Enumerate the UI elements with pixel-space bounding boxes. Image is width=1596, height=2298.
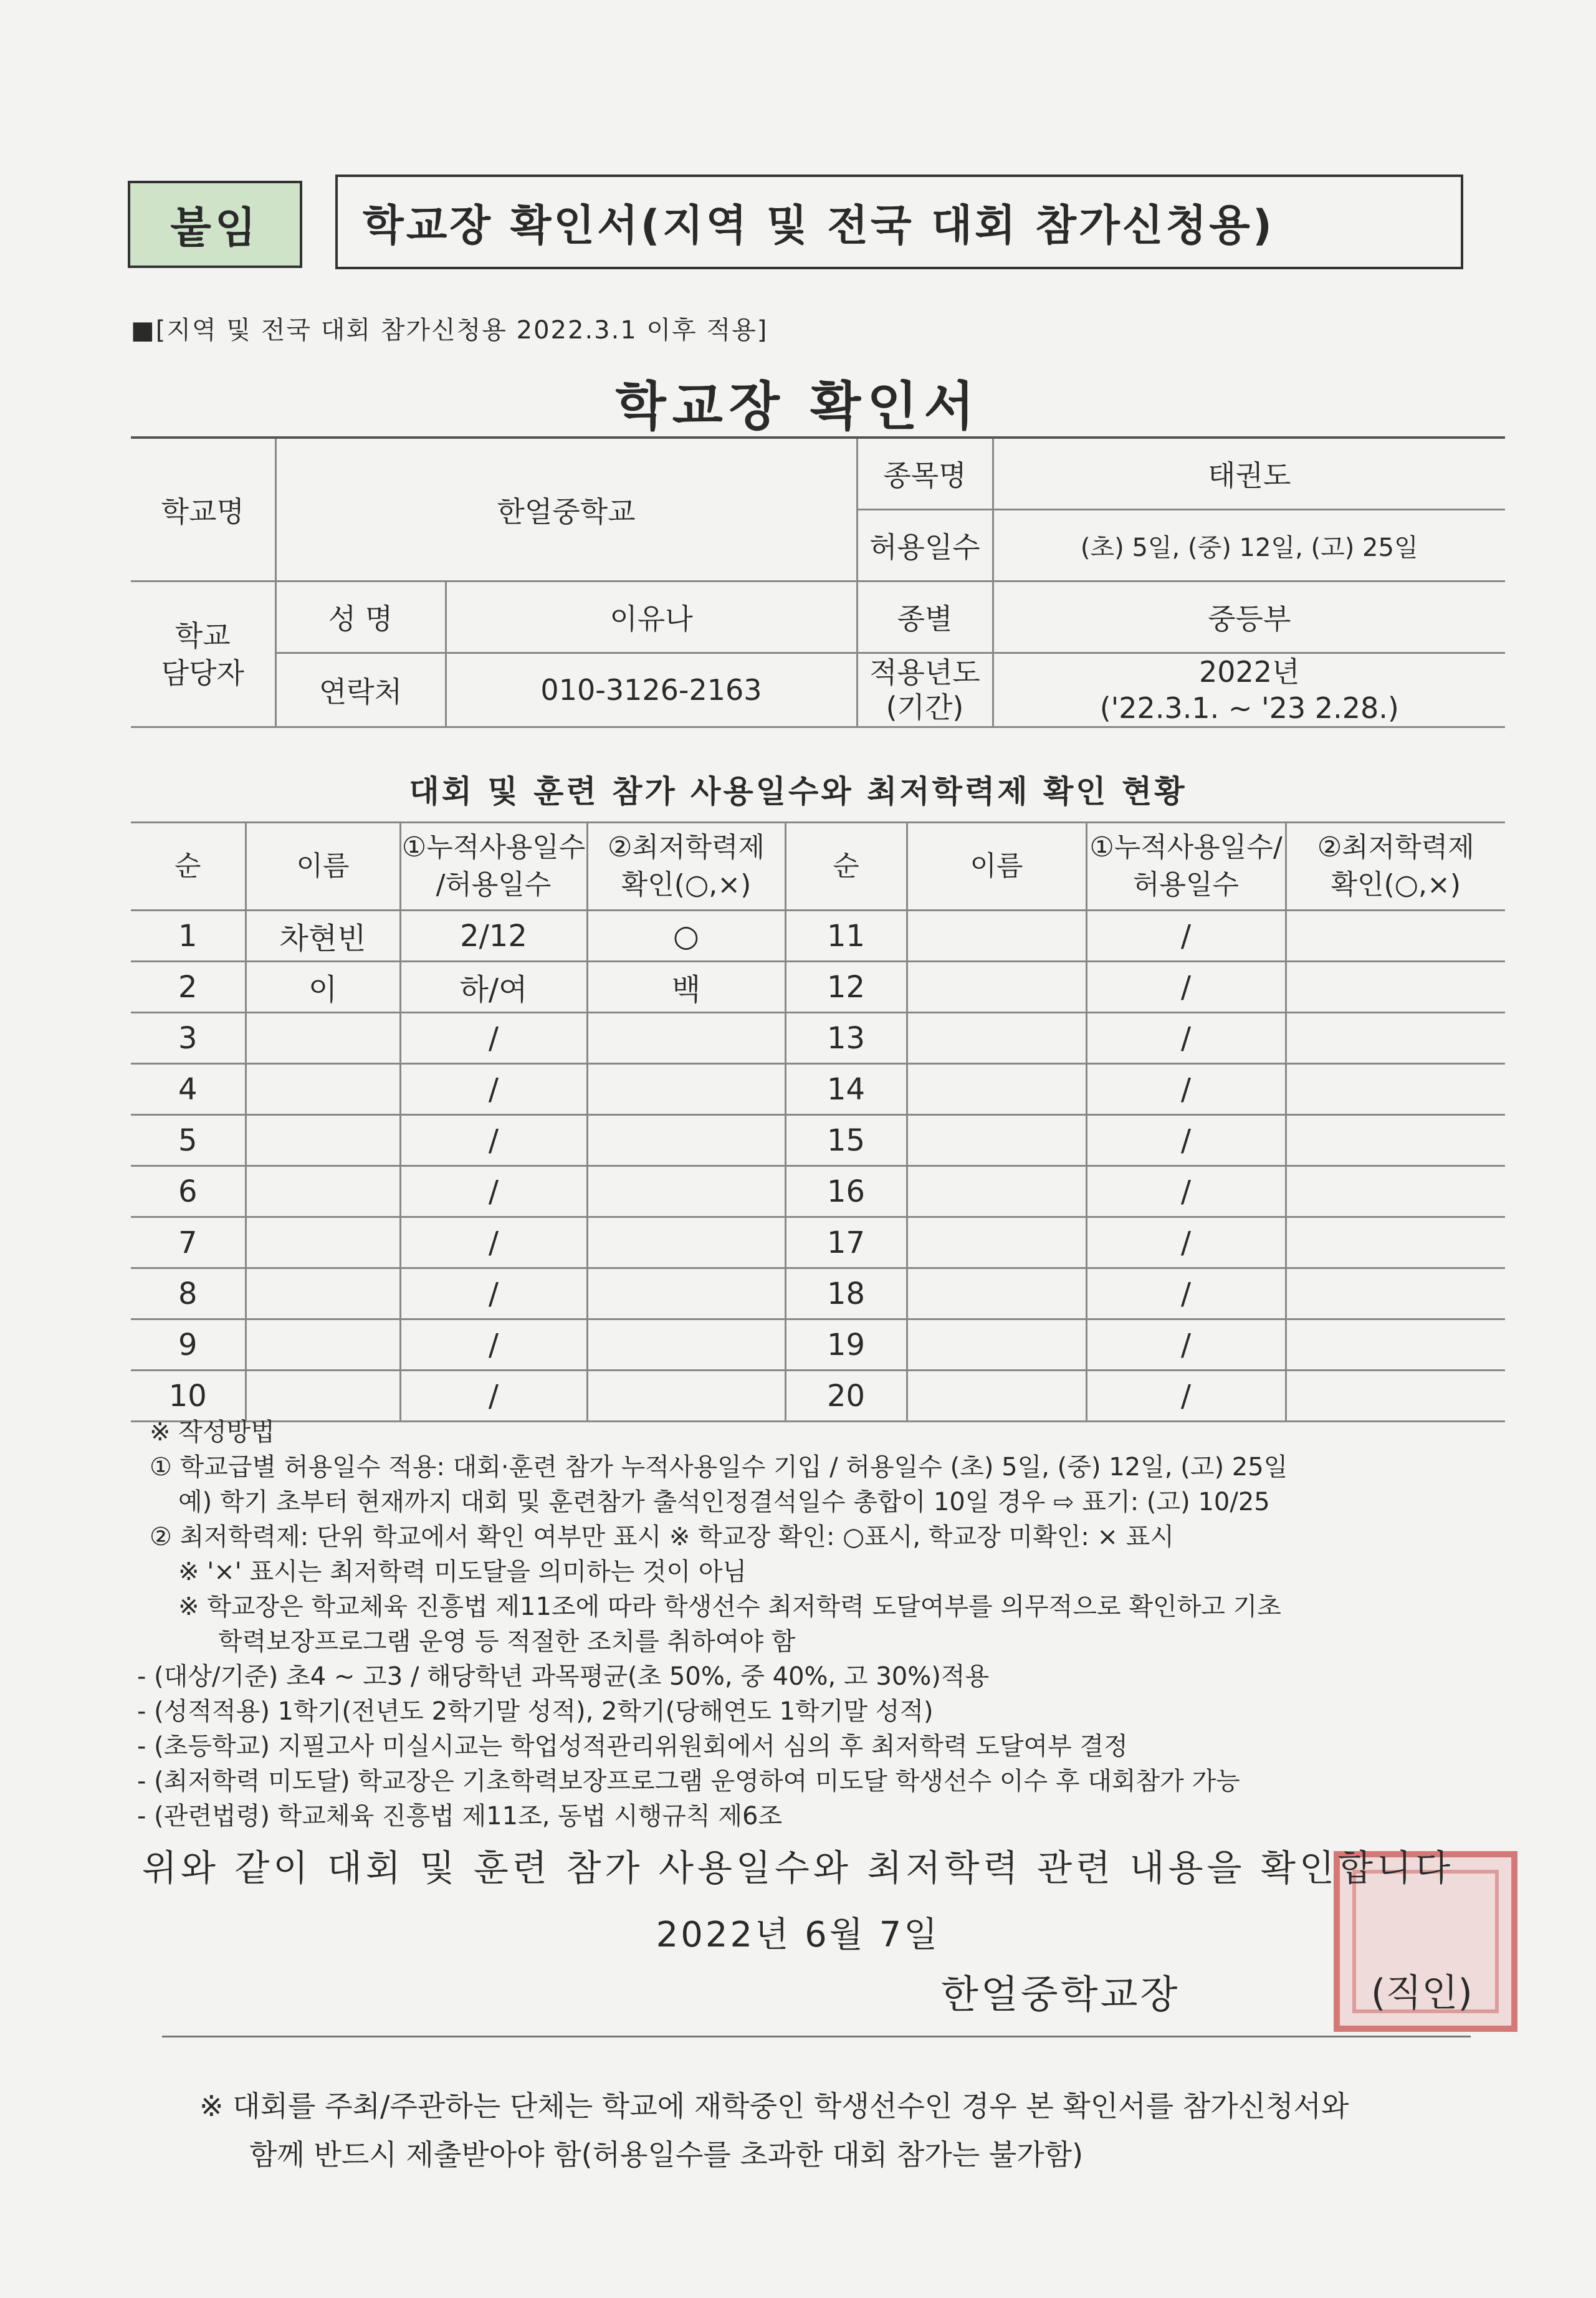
cell-check: [587, 1166, 785, 1217]
cell-name: 이: [246, 962, 400, 1013]
cell-no2: 19: [785, 1319, 907, 1371]
method-title: ※ 작성방법: [150, 1418, 275, 1447]
method-line: - (대상/기준) 초4 ~ 고3 / 해당학년 과목평균(초 50%, 중 40%, 고 30%)적용: [137, 1662, 990, 1691]
cell-check2: [1286, 1371, 1505, 1422]
cell-no: 10: [131, 1371, 246, 1422]
footer-line-1: ※ 대회를 주최/주관하는 단체는 학교에 재학중인 학생선수인 경우 본 확인서를 참가신청서와: [199, 2089, 1349, 2123]
table-row: [131, 1371, 1505, 1422]
cell-check: [587, 1115, 785, 1166]
method-line: - (최저학력 미도달) 학교장은 기초학력보장프로그램 운영하여 미도달 학생선수 이수 후 대회참가 가능: [137, 1767, 1240, 1796]
cell-no2: 15: [785, 1115, 907, 1166]
header-check-2: ②최저학력제 확인(○,×): [1286, 823, 1505, 911]
cell-check2: [1286, 1013, 1505, 1064]
cell-no2: 16: [785, 1166, 907, 1217]
division-value: 중등부: [993, 582, 1505, 653]
cell-days: /: [400, 1371, 587, 1422]
table-row: [131, 1115, 1505, 1166]
cell-name: 차현빈: [246, 911, 400, 962]
table-row: [131, 1217, 1505, 1268]
cell-name: [246, 1166, 400, 1217]
table-row: [131, 1166, 1505, 1217]
header-check: ②최저학력제 확인(○,×): [587, 823, 785, 911]
table-row: [131, 1013, 1505, 1064]
method-line: ② 최저학력제: 단위 학교에서 확인 여부만 표시 ※ 학교장 확인: ○표시, 학교장 미확인: × 표시: [150, 1523, 1175, 1551]
school-manager-label: 학교 담당자: [131, 582, 275, 727]
cell-check2: [1286, 1268, 1505, 1319]
cell-days: /: [400, 1217, 587, 1268]
cell-days: 하/여: [400, 962, 587, 1013]
contact-value: 010-3126-2163: [446, 653, 857, 727]
cell-name: [246, 1371, 400, 1422]
cell-days: /: [400, 1064, 587, 1115]
header-name: 이름: [246, 823, 400, 911]
applicability-note: ■[지역 및 전국 대회 참가신청용 2022.3.1 이후 적용]: [131, 316, 768, 345]
cell-name2: [907, 1217, 1086, 1268]
header-title-text: 학교장 확인서(지역 및 전국 대회 참가신청용): [363, 201, 1274, 251]
cell-check2: [1286, 1166, 1505, 1217]
cell-name2: [907, 1013, 1086, 1064]
attachment-tag-label: 붙임: [170, 203, 260, 253]
school-info-table: [131, 436, 1505, 728]
cell-name: [246, 1013, 400, 1064]
cell-name: [246, 1115, 400, 1166]
document-header-title: [335, 175, 1463, 269]
cell-check: [587, 1064, 785, 1115]
cell-days2: /: [1086, 1319, 1286, 1371]
cell-check: [587, 1319, 785, 1371]
confirmation-statement: 위와 같이 대회 및 훈련 참가 사용일수와 최저학력 관련 내용을 확인합니다: [141, 1847, 1455, 1889]
cell-days2: /: [1086, 1013, 1286, 1064]
cell-days2: /: [1086, 1115, 1286, 1166]
footer-line-2: 함께 반드시 제출받아야 함(허용일수를 초과한 대회 참가는 불가함): [249, 2138, 1084, 2171]
cell-name2: [907, 1319, 1086, 1371]
header-days: ①누적사용일수 /허용일수: [400, 823, 587, 911]
status-table-header: [131, 823, 1505, 911]
cell-name: [246, 1319, 400, 1371]
cell-check: [587, 1371, 785, 1422]
cell-name2: [907, 1166, 1086, 1217]
cell-check2: [1286, 1064, 1505, 1115]
cell-days: /: [400, 1013, 587, 1064]
cell-no2: 18: [785, 1268, 907, 1319]
cell-days: 2/12: [400, 911, 587, 962]
cell-no2: 20: [785, 1371, 907, 1422]
allowed-days-label: 허용일수: [857, 510, 993, 582]
header-name-2: 이름: [907, 823, 1086, 911]
sport-label: 종목명: [857, 438, 993, 510]
method-line: 예) 학기 초부터 현재까지 대회 및 훈련참가 출석인정결석일수 총합이 10일 경우 ⇨ 표기: (고) 10/25: [178, 1488, 1270, 1516]
method-line: - (관련법령) 학교체육 진흥법 제11조, 동법 시행규칙 제6조: [137, 1802, 783, 1831]
cell-no2: 12: [785, 962, 907, 1013]
header-no-2: 순: [785, 823, 907, 911]
cell-name2: [907, 1115, 1086, 1166]
applicable-year-label: 적용년도 (기간): [857, 653, 993, 727]
cell-no: 1: [131, 911, 246, 962]
method-line: 학력보장프로그램 운영 등 적절한 조치를 취하여야 함: [218, 1627, 796, 1656]
manager-name-label: 성 명: [275, 582, 446, 653]
cell-no2: 13: [785, 1013, 907, 1064]
cell-no2: 14: [785, 1064, 907, 1115]
cell-no: 7: [131, 1217, 246, 1268]
table-row: [131, 1319, 1505, 1371]
school-name-label: 학교명: [131, 438, 275, 582]
contact-label: 연락처: [275, 653, 446, 727]
method-line: - (초등학교) 지필고사 미실시교는 학업성적관리위원회에서 심의 후 최저학력 도달여부 결정: [137, 1732, 1128, 1761]
cell-name: [246, 1268, 400, 1319]
cell-no: 8: [131, 1268, 246, 1319]
applicable-year-cell: [993, 653, 1505, 727]
cell-check: ○: [587, 911, 785, 962]
cell-no: 6: [131, 1166, 246, 1217]
cell-no2: 11: [785, 911, 907, 962]
cell-days2: /: [1086, 1217, 1286, 1268]
cell-check: [587, 1217, 785, 1268]
table-row: [131, 1268, 1505, 1319]
cell-no: 3: [131, 1013, 246, 1064]
cell-days: /: [400, 1319, 587, 1371]
divider: [162, 2036, 1471, 2037]
applicable-period-value: ('22.3.1. ~ '23 2.28.): [1099, 691, 1399, 725]
division-label: 종별: [857, 582, 993, 653]
cell-name2: [907, 1371, 1086, 1422]
method-line: - (성적적용) 1학기(전년도 2학기말 성적), 2학기(당해연도 1학기말 성적): [137, 1697, 934, 1726]
seal-label: (직인): [1371, 1971, 1473, 2015]
school-name-value: 한얼중학교: [275, 438, 857, 582]
cell-name: [246, 1064, 400, 1115]
cell-no: 9: [131, 1319, 246, 1371]
cell-no: 5: [131, 1115, 246, 1166]
cell-days2: /: [1086, 911, 1286, 962]
cell-name2: [907, 1064, 1086, 1115]
manager-name-value: 이유나: [446, 582, 857, 653]
sport-value: 태권도: [993, 438, 1505, 510]
header-days-2: ①누적사용일수/ 허용일수: [1086, 823, 1286, 911]
header-no: 순: [131, 823, 246, 911]
cell-check: [587, 1268, 785, 1319]
cell-check2: [1286, 911, 1505, 962]
cell-check2: [1286, 1319, 1505, 1371]
cell-name: [246, 1217, 400, 1268]
method-line: ① 학교급별 허용일수 적용: 대회·훈련 참가 누적사용일수 기입 / 허용일수 (초) 5일, (중) 12일, (고) 25일: [150, 1453, 1288, 1482]
cell-name2: [907, 962, 1086, 1013]
cell-days2: /: [1086, 1268, 1286, 1319]
cell-days: /: [400, 1268, 587, 1319]
cell-name2: [907, 1268, 1086, 1319]
cell-check2: [1286, 1115, 1505, 1166]
cell-check: 백: [587, 962, 785, 1013]
cell-days2: /: [1086, 962, 1286, 1013]
cell-days: /: [400, 1166, 587, 1217]
cell-check2: [1286, 1217, 1505, 1268]
applicable-year-value: 2022년: [1198, 655, 1300, 689]
cell-days2: /: [1086, 1166, 1286, 1217]
allowed-days-value: (초) 5일, (중) 12일, (고) 25일: [993, 510, 1505, 582]
status-section-title: 대회 및 훈련 참가 사용일수와 최저학력제 확인 현황: [409, 773, 1187, 810]
principal-signature-label: 한얼중학교장: [941, 1971, 1180, 2017]
cell-days2: /: [1086, 1064, 1286, 1115]
writing-method-notes: [137, 1415, 1508, 1834]
method-line: ※ 학교장은 학교체육 진흥법 제11조에 따라 학생선수 최저학력 도달여부를 의무적으로 확인하고 기초: [178, 1592, 1281, 1621]
cell-no: 2: [131, 962, 246, 1013]
participation-status-table: [131, 821, 1505, 1422]
cell-name2: [907, 911, 1086, 962]
attachment-tag: [128, 181, 302, 268]
cell-check2: [1286, 962, 1505, 1013]
cell-no: 4: [131, 1064, 246, 1115]
issue-date: 2022년 6월 7일: [656, 1915, 940, 1955]
table-row: [131, 962, 1505, 1013]
page-title: 학교장 확인서: [615, 376, 981, 437]
cell-days2: /: [1086, 1371, 1286, 1422]
method-line: ※ '×' 표시는 최저학력 미도달을 의미하는 것이 아님: [178, 1558, 747, 1586]
table-row: [131, 1064, 1505, 1115]
footer-note: [199, 2082, 1508, 2179]
cell-days: /: [400, 1115, 587, 1166]
cell-no2: 17: [785, 1217, 907, 1268]
table-row: [131, 911, 1505, 962]
cell-check: [587, 1013, 785, 1064]
